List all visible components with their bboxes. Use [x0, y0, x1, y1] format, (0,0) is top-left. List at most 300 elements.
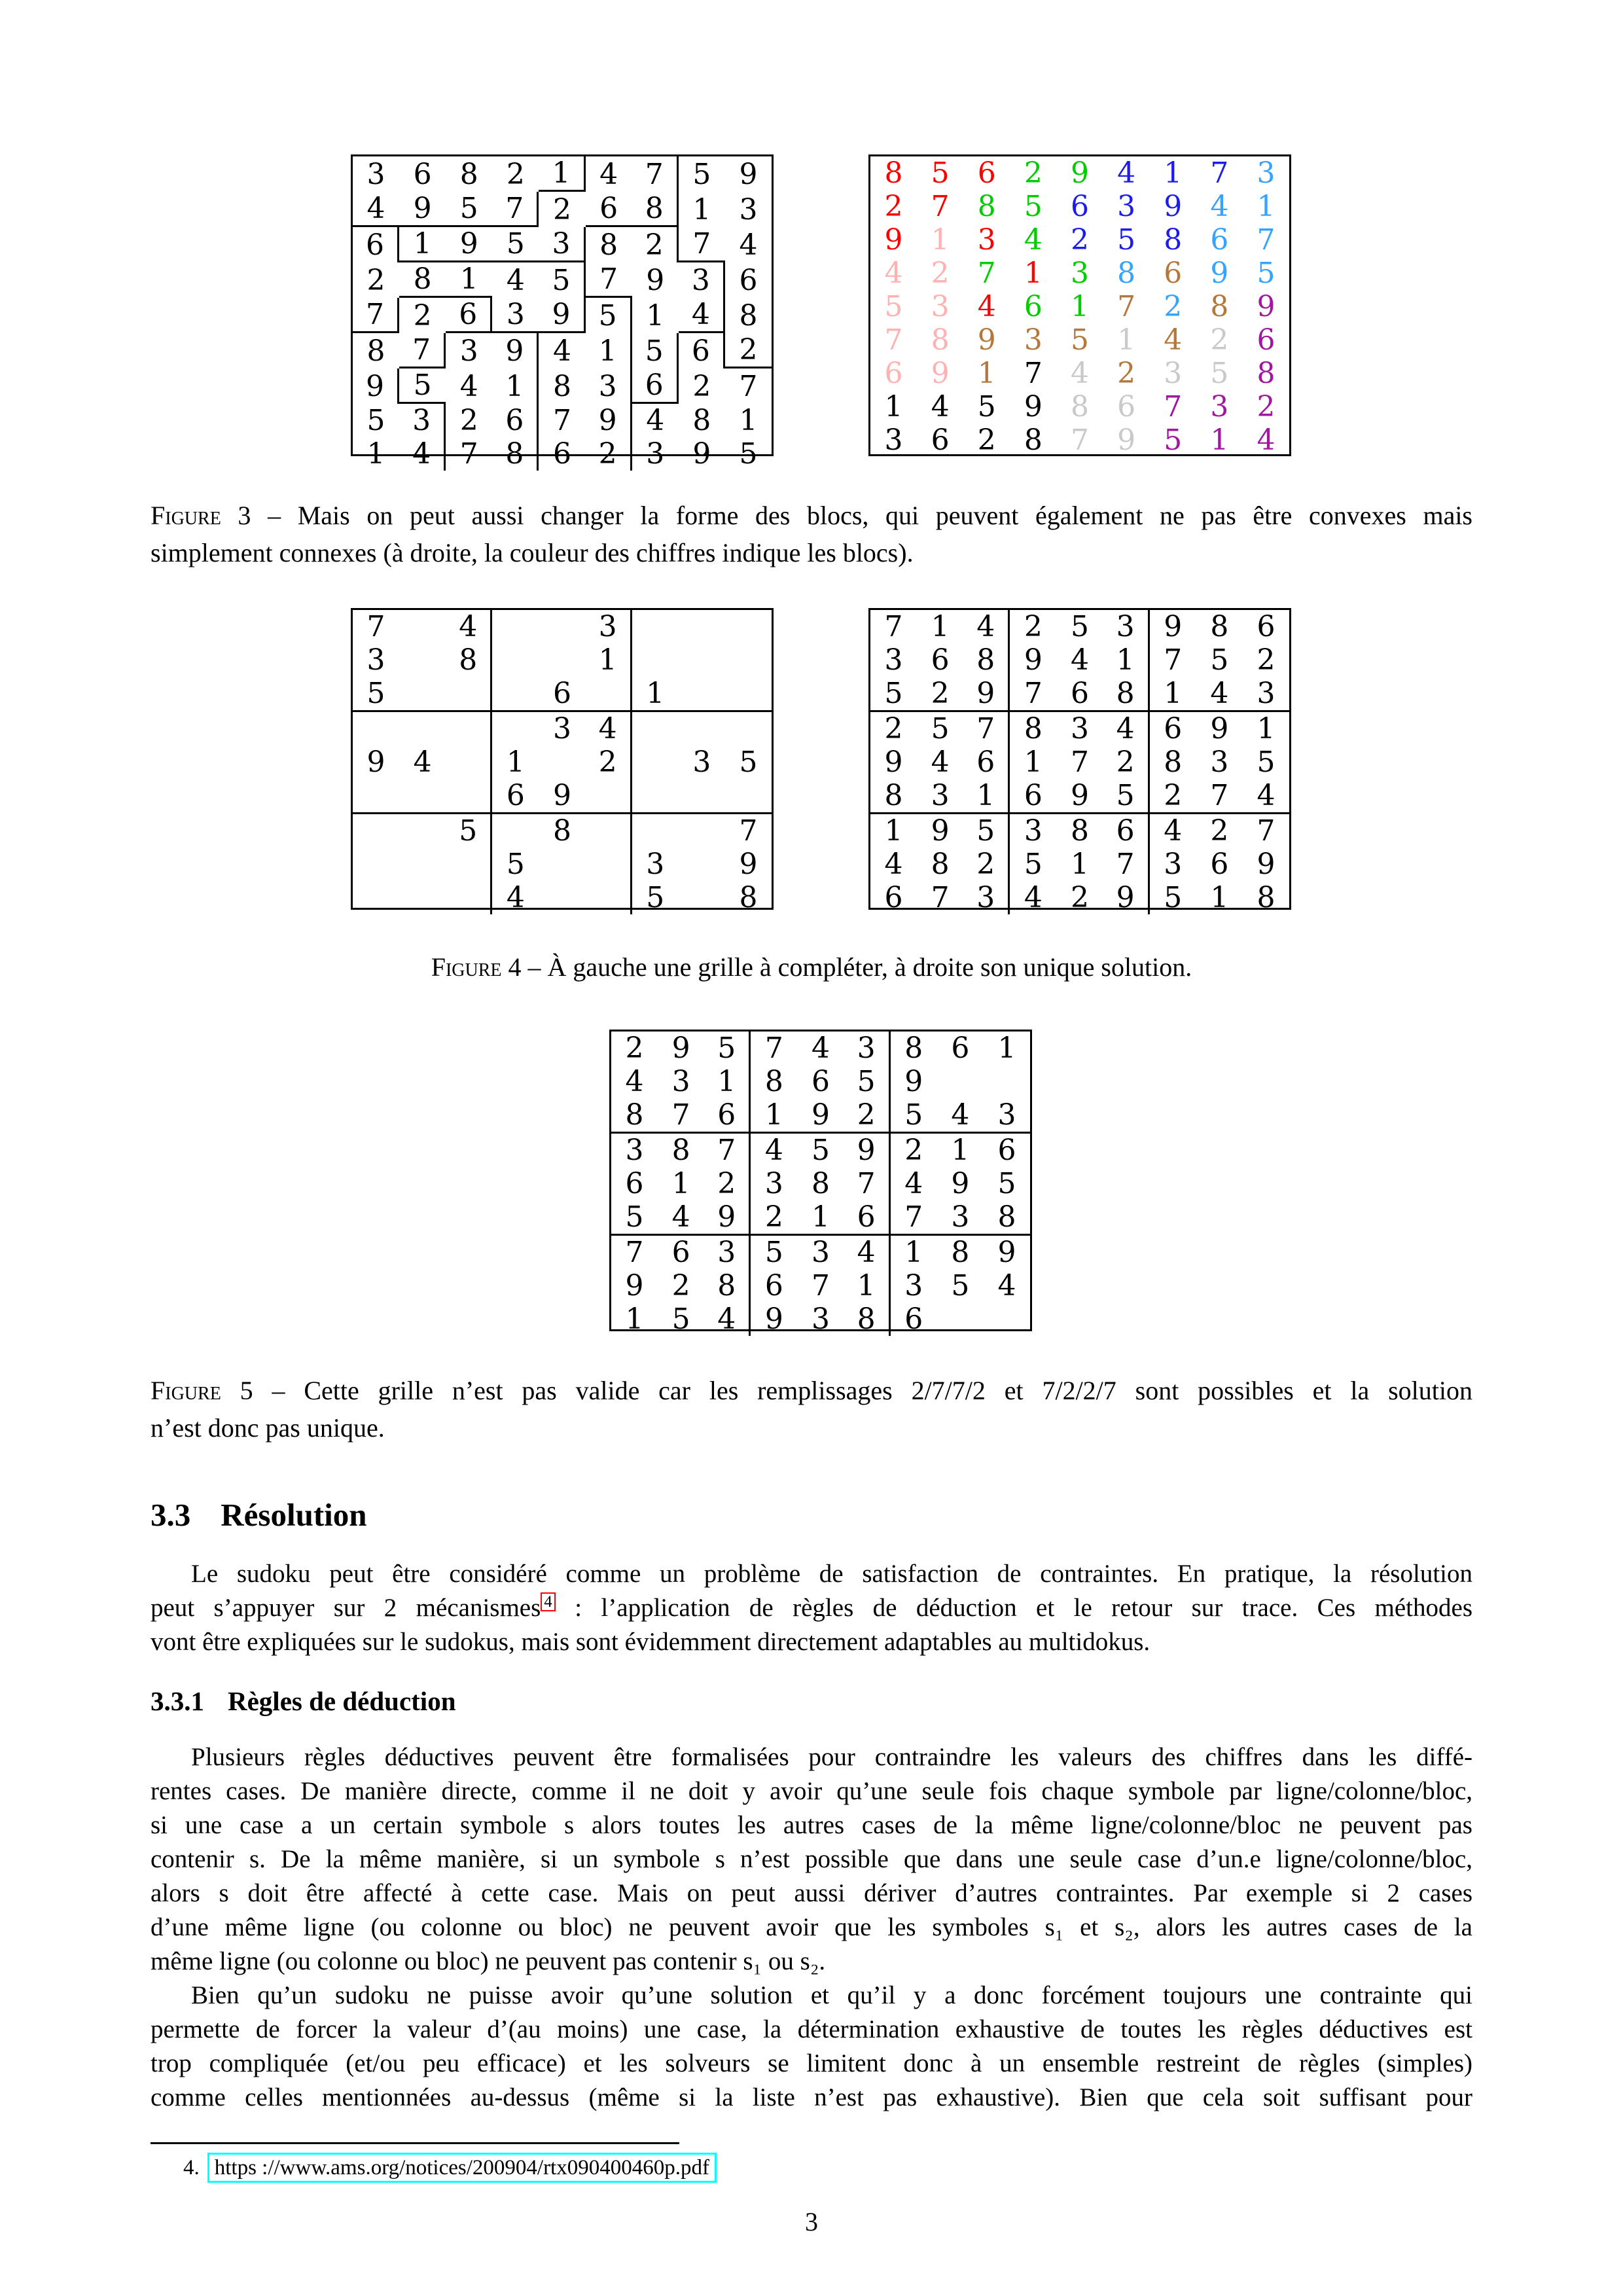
- grid-cell: 4: [413, 745, 432, 779]
- grid-cell: 3: [811, 1236, 830, 1269]
- grid-cell: 8: [963, 643, 1010, 677]
- grid-cell: 9: [646, 263, 665, 297]
- grid-cell: 4: [1070, 357, 1089, 390]
- grid-cell: 4: [739, 228, 758, 262]
- grid-cell: 9: [399, 192, 446, 227]
- grid-cell: 8: [811, 1167, 830, 1200]
- grid-cell: [492, 712, 539, 745]
- footnote-marker-link[interactable]: 4: [541, 1592, 556, 1611]
- grid-cell: 5: [646, 881, 665, 914]
- grid-cell: 9: [1257, 848, 1275, 881]
- grid-cell: [632, 610, 679, 643]
- grid-cell: 4: [884, 257, 903, 290]
- grid-cell: 2: [413, 298, 432, 332]
- text-line: rentes cases. De manière directe, comme il ne doit y avoir qu’une seule fois chaque symbole par ligne/colonne/bloc,: [151, 1777, 1472, 1805]
- caption-text: – Mais on peut aussi changer la forme des blocs, qui peuvent également ne pas être convexes mais: [251, 501, 1472, 530]
- grid-cell: 1: [506, 745, 525, 779]
- grid-cell: 2: [751, 1200, 797, 1236]
- grid-cell: 8: [931, 323, 950, 357]
- grid-cell: 1: [1024, 257, 1043, 290]
- grid-cell: 7: [1117, 290, 1136, 323]
- grid-cell: 6: [811, 1065, 830, 1098]
- grid-cell: [725, 610, 772, 643]
- grid-cell: 7: [884, 323, 903, 357]
- grid-cell: [353, 881, 399, 914]
- grid-cell: 7: [1196, 779, 1243, 814]
- grid-cell: 4: [1210, 190, 1229, 223]
- grid-cell: 1: [492, 368, 539, 404]
- grid-cell: 6: [764, 1269, 783, 1302]
- grid-cell: 5: [891, 1098, 937, 1134]
- grid-cell: 6: [1103, 814, 1150, 848]
- grid-cell: [725, 779, 772, 814]
- grid-cell: 7: [1164, 643, 1183, 677]
- grid-cell: 9: [977, 323, 996, 357]
- grid-cell: 4: [1164, 814, 1183, 848]
- grid-cell: 4: [506, 881, 525, 914]
- grid-cell: 8: [739, 298, 758, 332]
- grid-cell: 3: [739, 192, 758, 226]
- grid-cell: 6: [884, 357, 903, 390]
- grid-cell: [679, 779, 725, 814]
- grid-cell: 6: [539, 677, 585, 712]
- text-line: Plusieurs règles déductives peuvent être formalisées pour contraindre les valeurs des chiffres dans les diffé-: [191, 1743, 1472, 1771]
- grid-cell: 3: [399, 404, 446, 437]
- grid-cell: 6: [1210, 223, 1229, 257]
- grid-cell: 8: [366, 334, 385, 368]
- grid-cell: 6: [413, 157, 432, 191]
- grid-cell: 4: [1070, 643, 1089, 677]
- grid-cell: 6: [931, 643, 950, 677]
- grid-cell: 4: [506, 263, 525, 297]
- grid-cell: 5: [844, 1065, 891, 1098]
- grid-cell: 4: [937, 1098, 984, 1134]
- grid-cell: 1: [586, 333, 632, 368]
- text-line: alors s doit être affecté à cette case. Mais on peut aussi dériver d’autres contraintes. Par exemple si 2 cases: [151, 1879, 1472, 1907]
- text-line: contenir s. De la même manière, si un symbole s n’est possible que dans une seule case d’un.e ligne/colonne/bloc,: [151, 1845, 1472, 1873]
- grid-cell: 5: [1024, 190, 1043, 223]
- grid-cell: 5: [977, 390, 996, 423]
- grid-cell: 2: [586, 745, 632, 779]
- caption-text: – À gauche une grille à compléter, à droite son unique solution.: [521, 952, 1192, 982]
- text-line: Le sudoku peut être considéré comme un problème de satisfaction de contraintes. En pratique, la résolution: [191, 1560, 1472, 1588]
- grid-cell: 8: [1164, 745, 1183, 779]
- figure3-irregular-grid: [351, 154, 774, 471]
- grid-cell: 7: [739, 814, 758, 848]
- grid-cell: 1: [646, 298, 665, 332]
- grid-cell: 7: [679, 227, 725, 262]
- grid-cell: 2: [586, 437, 632, 471]
- grid-cell: 5: [1070, 323, 1089, 357]
- grid-cell: 1: [399, 227, 446, 262]
- grid-cell: 8: [1117, 257, 1136, 290]
- grid-cell: [539, 643, 585, 677]
- grid-cell: 5: [764, 1236, 783, 1269]
- grid-cell: 8: [739, 881, 758, 914]
- grid-cell: [586, 848, 632, 881]
- grid-cell: 4: [459, 369, 478, 403]
- grid-cell: 1: [366, 437, 385, 471]
- grid-cell: 7: [1070, 745, 1089, 779]
- grid-cell: 3: [646, 437, 665, 471]
- footnote-rule: [151, 2142, 679, 2144]
- grid-cell: 1: [539, 156, 585, 192]
- grid-cell: 2: [1210, 323, 1229, 357]
- grid-cell: 3: [984, 1098, 1030, 1134]
- grid-cell: 8: [1070, 814, 1089, 848]
- grid-cell: [492, 643, 539, 677]
- grid-cell: 8: [844, 1302, 891, 1336]
- grid-cell: 6: [679, 333, 725, 368]
- grid-cell: 9: [739, 848, 758, 881]
- grid-cell: 1: [951, 1134, 970, 1167]
- grid-cell: 6: [931, 423, 950, 457]
- grid-cell: 6: [884, 881, 903, 914]
- grid-cell: 8: [446, 643, 492, 677]
- grid-cell: 6: [1010, 779, 1056, 814]
- grid-cell: 6: [446, 298, 492, 333]
- grid-cell: 9: [1257, 290, 1275, 323]
- grid-cell: 6: [552, 437, 571, 471]
- grid-cell: 5: [492, 227, 539, 262]
- paragraph-constraints: [151, 1979, 1472, 2115]
- grid-cell: 9: [904, 1065, 923, 1098]
- figure4-solution-grid: [868, 608, 1291, 914]
- text-segment: : l’application de règles de déduction et le retour sur trace. Ces méthodes: [555, 1594, 1473, 1622]
- grid-cell: 6: [1070, 190, 1089, 223]
- grid-cell: 7: [1257, 814, 1275, 848]
- grid-cell: 5: [671, 1302, 690, 1336]
- grid-cell: 9: [1164, 190, 1183, 223]
- grid-cell: 3: [1210, 745, 1229, 779]
- grid-cell: 5: [1103, 779, 1150, 814]
- grid-cell: 3: [671, 1065, 690, 1098]
- grid-cell: 6: [1164, 257, 1183, 290]
- grid-cell: 3: [1164, 357, 1183, 390]
- grid-cell: 1: [671, 1167, 690, 1200]
- grid-cell: 9: [1103, 881, 1150, 914]
- grid-cell: [679, 610, 725, 643]
- grid-cell: 8: [904, 1031, 923, 1065]
- grid-cell: 3: [844, 1031, 891, 1065]
- grid-cell: 5: [704, 1031, 751, 1065]
- grid-cell: 7: [1257, 223, 1275, 257]
- grid-cell: 2: [459, 404, 478, 437]
- grid-cell: 8: [611, 1098, 658, 1134]
- grid-cell: 3: [586, 610, 632, 643]
- grid-cell: 2: [1117, 357, 1136, 390]
- grid-cell: 9: [963, 677, 1010, 712]
- grid-cell: 2: [904, 1134, 923, 1167]
- grid-cell: [984, 1302, 1030, 1336]
- grid-cell: 7: [1103, 848, 1150, 881]
- figure3-caption: [151, 497, 1472, 571]
- grid-cell: 3: [884, 643, 903, 677]
- grid-cell: 2: [552, 192, 571, 226]
- grid-cell: 4: [658, 1200, 704, 1236]
- grid-cell: 4: [704, 1302, 751, 1336]
- grid-cell: [399, 643, 446, 677]
- grid-cell: [586, 779, 632, 814]
- grid-cell: 9: [884, 223, 903, 257]
- grid-cell: 3: [1070, 712, 1089, 745]
- grid-cell: 1: [884, 814, 903, 848]
- grid-cell: 3: [1103, 610, 1150, 643]
- text-line: trop compliquée (et/ou peu efficace) et les solveurs se limitent donc à un ensemble restreint de règles (simples): [151, 2049, 1472, 2077]
- grid-cell: [399, 814, 446, 848]
- subsection-title: Règles de déduction: [228, 1686, 456, 1716]
- grid-cell: 1: [1164, 156, 1183, 190]
- footnote-url-link[interactable]: https ://www.ams.org/notices/200904/rtx090400460p.pdf: [207, 2153, 717, 2183]
- grid-cell: 5: [1210, 357, 1229, 390]
- grid-cell: 4: [1117, 156, 1136, 190]
- text-line: si une case a un certain symbole s alors toutes les autres cases de la même ligne/colonne/bloc ne peuvent pas: [151, 1811, 1472, 1839]
- grid-cell: 5: [1210, 643, 1229, 677]
- grid-cell: [446, 745, 492, 779]
- grid-cell: 2: [704, 1167, 751, 1200]
- grid-cell: 1: [1150, 677, 1196, 712]
- grid-cell: 4: [599, 157, 618, 191]
- grid-cell: [446, 779, 492, 814]
- figure3-label: Figure 3: [151, 501, 251, 530]
- grid-cell: [399, 881, 446, 914]
- grid-cell: 2: [963, 848, 1010, 881]
- grid-cell: 1: [1070, 848, 1089, 881]
- grid-cell: 2: [1257, 390, 1275, 423]
- grid-cell: 6: [1117, 390, 1136, 423]
- text-line: comme celles mentionnées au-dessus (même si la liste n’est pas exhaustive). Bien que cela soit suffisant pour: [151, 2083, 1472, 2111]
- grid-cell: 7: [632, 156, 679, 192]
- grid-cell: 1: [904, 1236, 923, 1269]
- grid-cell: [725, 712, 772, 745]
- grid-cell: 4: [1257, 423, 1275, 457]
- grid-cell: 4: [446, 610, 492, 643]
- grid-cell: 4: [625, 1065, 644, 1098]
- grid-cell: 5: [997, 1167, 1016, 1200]
- grid-cell: 4: [679, 298, 725, 333]
- grid-cell: 9: [692, 437, 711, 471]
- grid-cell: 7: [1070, 423, 1089, 457]
- figure3-grid-row: [351, 154, 1291, 471]
- grid-cell: 2: [917, 677, 963, 712]
- grid-cell: [679, 677, 725, 712]
- grid-cell: 4: [977, 290, 996, 323]
- grid-cell: 9: [931, 814, 950, 848]
- grid-cell: 4: [884, 848, 903, 881]
- grid-cell: 1: [997, 1031, 1016, 1065]
- grid-cell: 6: [1210, 848, 1229, 881]
- grid-cell: 7: [459, 437, 478, 471]
- grid-cell: 9: [446, 227, 492, 262]
- grid-cell: 8: [1257, 357, 1275, 390]
- grid-cell: 1: [1103, 643, 1150, 677]
- grid-cell: 6: [977, 156, 996, 190]
- figure4-puzzle-grid: [351, 608, 774, 914]
- grid-cell: 6: [844, 1200, 891, 1236]
- grid-cell: 5: [446, 192, 492, 227]
- grid-cell: 9: [1164, 610, 1183, 643]
- figure5-label: Figure 5: [151, 1376, 253, 1405]
- grid-cell: 4: [646, 404, 665, 437]
- grid-cell: 4: [931, 390, 950, 423]
- grid-cell: 2: [884, 190, 903, 223]
- grid-cell: [725, 677, 772, 712]
- grid-cell: 4: [844, 1236, 891, 1269]
- text-line: Bien qu’un sudoku ne puisse avoir qu’une solution et qu’il y a donc forcément toujours une contrainte qui: [191, 1981, 1472, 2009]
- caption-text: – Cette grille n’est pas valide car les remplissages 2/7/7/2 et 7/2/2/7 sont possibles et la solution: [253, 1376, 1472, 1405]
- grid-cell: 2: [1210, 814, 1229, 848]
- grid-cell: [984, 1065, 1030, 1098]
- grid-cell: [539, 745, 585, 779]
- grid-cell: 3: [539, 227, 585, 262]
- grid-cell: 6: [492, 404, 539, 437]
- grid-cell: 7: [764, 1031, 783, 1065]
- grid-cell: [679, 881, 725, 914]
- grid-cell: 3: [963, 881, 1010, 914]
- grid-cell: [539, 848, 585, 881]
- grid-cell: [632, 712, 679, 745]
- grid-cell: 7: [1210, 156, 1229, 190]
- grid-cell: 7: [658, 1098, 704, 1134]
- grid-cell: 8: [692, 404, 711, 437]
- grid-cell: 1: [586, 643, 632, 677]
- grid-cell: [399, 848, 446, 881]
- grid-cell: 8: [632, 192, 679, 227]
- paragraph-rules: [151, 1740, 1472, 1979]
- caption-line: n’est donc pas unique.: [151, 1413, 385, 1443]
- grid-cell: 3: [492, 298, 539, 333]
- grid-cell: 7: [977, 257, 996, 290]
- grid-cell: 2: [725, 333, 772, 368]
- grid-cell: 7: [931, 881, 950, 914]
- grid-cell: 9: [884, 745, 903, 779]
- grid-cell: [679, 643, 725, 677]
- grid-cell: 3: [1243, 677, 1289, 712]
- grid-cell: 7: [1024, 357, 1043, 390]
- grid-cell: 3: [586, 368, 632, 404]
- grid-cell: [353, 712, 399, 745]
- grid-cell: 4: [586, 712, 632, 745]
- grid-cell: [492, 610, 539, 643]
- subsection-heading: [151, 1685, 1472, 1717]
- grid-cell: 9: [844, 1134, 891, 1167]
- grid-cell: [679, 814, 725, 848]
- grid-cell: 6: [951, 1031, 970, 1065]
- grid-cell: 6: [492, 779, 539, 814]
- grid-cell: 7: [1010, 677, 1056, 712]
- section-number: 3.3: [151, 1497, 191, 1533]
- text-line: [151, 1591, 1472, 1625]
- grid-cell: 1: [751, 1098, 797, 1134]
- grid-cell: 9: [539, 779, 585, 814]
- figure5-grid-wrap: [609, 1030, 1623, 1336]
- grid-cell: 4: [997, 1269, 1016, 1302]
- grid-cell: 5: [1164, 423, 1183, 457]
- grid-cell: 7: [366, 610, 385, 643]
- caption-line: [151, 1372, 1472, 1409]
- text-line: d’une même ligne (ou colonne ou bloc) ne peuvent avoir que les symboles s₁ et s₂, alors les autres cases de la: [151, 1913, 1472, 1941]
- grid-cell: 7: [891, 1200, 937, 1236]
- grid-cell: 8: [931, 848, 950, 881]
- grid-cell: 5: [353, 677, 399, 712]
- grid-cell: [632, 745, 679, 779]
- grid-cell: 5: [963, 814, 1010, 848]
- grid-cell: 8: [984, 1200, 1030, 1236]
- grid-cell: 1: [1024, 745, 1043, 779]
- grid-cell: 1: [692, 192, 711, 226]
- grid-cell: [539, 881, 585, 914]
- caption-line: [151, 497, 1472, 534]
- grid-cell: 9: [1024, 643, 1043, 677]
- grid-cell: 9: [1024, 390, 1043, 423]
- grid-cell: 1: [1210, 423, 1229, 457]
- grid-cell: 9: [1210, 712, 1229, 745]
- grid-cell: [539, 610, 585, 643]
- grid-cell: 2: [1257, 643, 1275, 677]
- grid-cell: 8: [977, 190, 996, 223]
- grid-cell: 6: [1024, 290, 1043, 323]
- grid-cell: 6: [586, 192, 632, 227]
- grid-cell: 9: [704, 1200, 751, 1236]
- grid-cell: 3: [1117, 190, 1136, 223]
- grid-cell: 1: [931, 223, 950, 257]
- grid-cell: 3: [459, 334, 478, 368]
- grid-cell: 5: [870, 677, 917, 712]
- grid-cell: 4: [764, 1134, 783, 1167]
- grid-cell: [632, 643, 679, 677]
- grid-cell: 6: [353, 227, 399, 262]
- grid-cell: 8: [459, 157, 478, 191]
- grid-cell: 6: [1257, 323, 1275, 357]
- grid-cell: 8: [870, 779, 917, 814]
- grid-cell: 2: [977, 423, 996, 457]
- grid-cell: [446, 881, 492, 914]
- grid-cell: 6: [1056, 677, 1103, 712]
- text-segment: peut s’appuyer sur 2 mécanismes: [151, 1594, 541, 1622]
- grid-cell: 9: [739, 157, 758, 191]
- section-title: Résolution: [221, 1497, 367, 1533]
- grid-cell: 9: [951, 1167, 970, 1200]
- grid-cell: 6: [625, 1167, 644, 1200]
- grid-cell: 2: [1070, 881, 1089, 914]
- grid-cell: 8: [1210, 610, 1229, 643]
- grid-cell: 2: [1103, 745, 1150, 779]
- grid-cell: 5: [692, 157, 711, 191]
- grid-cell: 2: [1024, 156, 1043, 190]
- section-heading: [151, 1496, 1472, 1534]
- grid-cell: 8: [764, 1065, 783, 1098]
- grid-cell: 8: [884, 156, 903, 190]
- grid-cell: 1: [1117, 323, 1136, 357]
- grid-cell: 3: [917, 779, 963, 814]
- grid-cell: 8: [704, 1269, 751, 1302]
- grid-cell: 9: [797, 1098, 844, 1134]
- grid-cell: 7: [492, 192, 539, 227]
- grid-cell: 1: [632, 677, 679, 712]
- grid-cell: 7: [704, 1134, 751, 1167]
- grid-cell: [399, 712, 446, 745]
- grid-cell: 6: [632, 368, 679, 404]
- grid-cell: 9: [366, 745, 385, 779]
- grid-cell: 1: [977, 357, 996, 390]
- grid-cell: 5: [739, 745, 758, 779]
- grid-cell: 3: [811, 1302, 830, 1336]
- grid-cell: 6: [671, 1236, 690, 1269]
- footnote: [151, 2156, 1472, 2180]
- grid-cell: 5: [739, 437, 758, 471]
- figure5-invalid-grid: [609, 1030, 1032, 1336]
- grid-cell: 1: [1070, 290, 1089, 323]
